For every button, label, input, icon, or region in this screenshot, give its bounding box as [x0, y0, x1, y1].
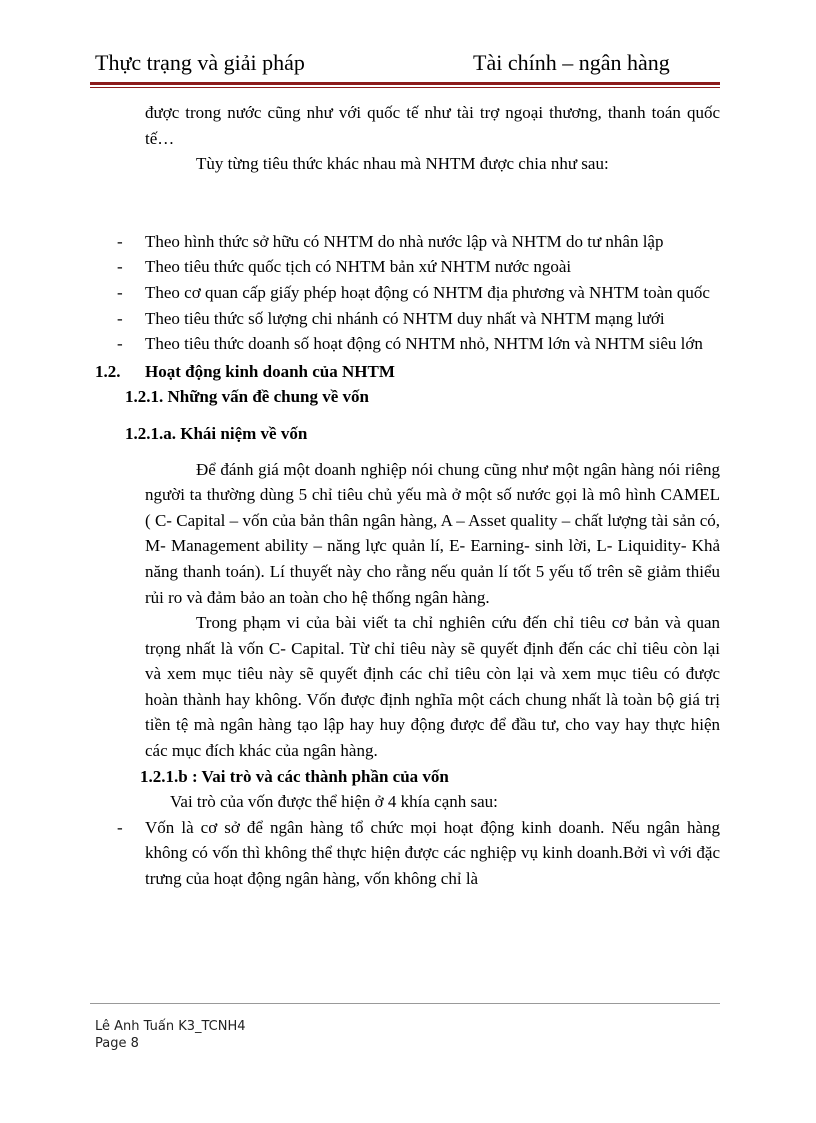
section-heading-1-2 [95, 359, 720, 385]
header-right-title: Tài chính – ngân hàng [473, 50, 670, 75]
section-title: Hoạt động kinh doanh của NHTM [145, 361, 395, 381]
section-heading-1-2-1-a: 1.2.1.a. Khái niệm về vốn [125, 423, 308, 443]
footer-author: Lê Anh Tuấn K3_TCNH4 [95, 1019, 246, 1034]
paragraph-capital: Trong phạm vi của bài viết ta chỉ nghiên cứu đến chỉ tiêu cơ bản và quan trọng nhất là vốn C- Capital. Từ chỉ tiêu này sẽ quyết định đến các chỉ tiêu còn lại và xem mục tiêu này sẽ quyết định các chỉ tiêu còn lại và xem mục tiêu có được hoàn thành hay không. Vốn được định nghĩa một cách chung nhất là toàn bộ giá trị tiền tệ mà ngân hàng tạo lập hay huy động được để đầu tư, cho vay hay thực hiện các mục đích khác của ngân hàng. [145, 613, 720, 761]
list-item: - Theo hình thức sở hữu có NHTM do nhà nước lập và NHTM do tư nhân lập [95, 229, 720, 255]
role-list [95, 815, 720, 892]
list-item: - Theo tiêu thức quốc tịch có NHTM bản xứ NHTM nước ngoài [95, 254, 720, 280]
header-rule-thick [90, 82, 720, 85]
header-rule-thin [90, 87, 720, 88]
page-body [95, 100, 720, 892]
header-left-title: Thực trạng và giải pháp [95, 50, 305, 75]
section-heading-1-2-1: 1.2.1. Những vấn đề chung về vốn [125, 387, 370, 407]
classification-list [95, 229, 720, 357]
footer-rule [90, 1003, 720, 1004]
intro-classification: Tùy từng tiêu thức khác nhau mà NHTM được chia như sau: [196, 154, 609, 174]
intro-continuation: được trong nước cũng như với quốc tế như tài trợ ngoại thương, thanh toán quốc tế… [145, 103, 720, 148]
list-item: - Theo cơ quan cấp giấy phép hoạt động có NHTM địa phương và NHTM toàn quốc [95, 280, 720, 306]
list-item: - Theo tiêu thức số lượng chi nhánh có NHTM duy nhất và NHTM mạng lưới [95, 306, 720, 332]
role-intro: Vai trò của vốn được thể hiện ở 4 khía cạnh sau: [170, 792, 498, 812]
paragraph-camel: Để đánh giá một doanh nghiệp nói chung cũng như một ngân hàng nói riêng người ta thường dùng 5 chỉ tiêu chủ yếu mà ở một số nước gọi là mô hình CAMEL ( C- Capital – vốn của bản thân ngân hàng, A – Asset quality – chất lượng tài sản có, M- Management ability – năng lực quản lí, E- Earning- sinh lời, L- Liquidity- Khả năng thanh toán). Lí thuyết này cho rằng nếu quản lí tốt 5 yếu tố trên sẽ giảm thiểu rủi ro và đảm bảo an toàn cho hệ thống ngân hàng. [145, 459, 720, 607]
list-item: - Vốn là cơ sở để ngân hàng tổ chức mọi hoạt động kinh doanh. Nếu ngân hàng không có vốn thì không thể thực hiện được các nghiệp vụ kinh doanh.Bởi vì với đặc trưng của hoạt động ngân hàng, vốn không chỉ là [95, 815, 720, 892]
section-number: 1.2. [95, 361, 121, 381]
section-heading-1-2-1-b: 1.2.1.b : Vai trò và các thành phần của vốn [140, 766, 449, 786]
blank-line [95, 177, 720, 229]
footer-page-number: Page 8 [95, 1036, 139, 1051]
list-item: - Theo tiêu thức doanh số hoạt động có NHTM nhỏ, NHTM lớn và NHTM siêu lớn [95, 331, 720, 357]
